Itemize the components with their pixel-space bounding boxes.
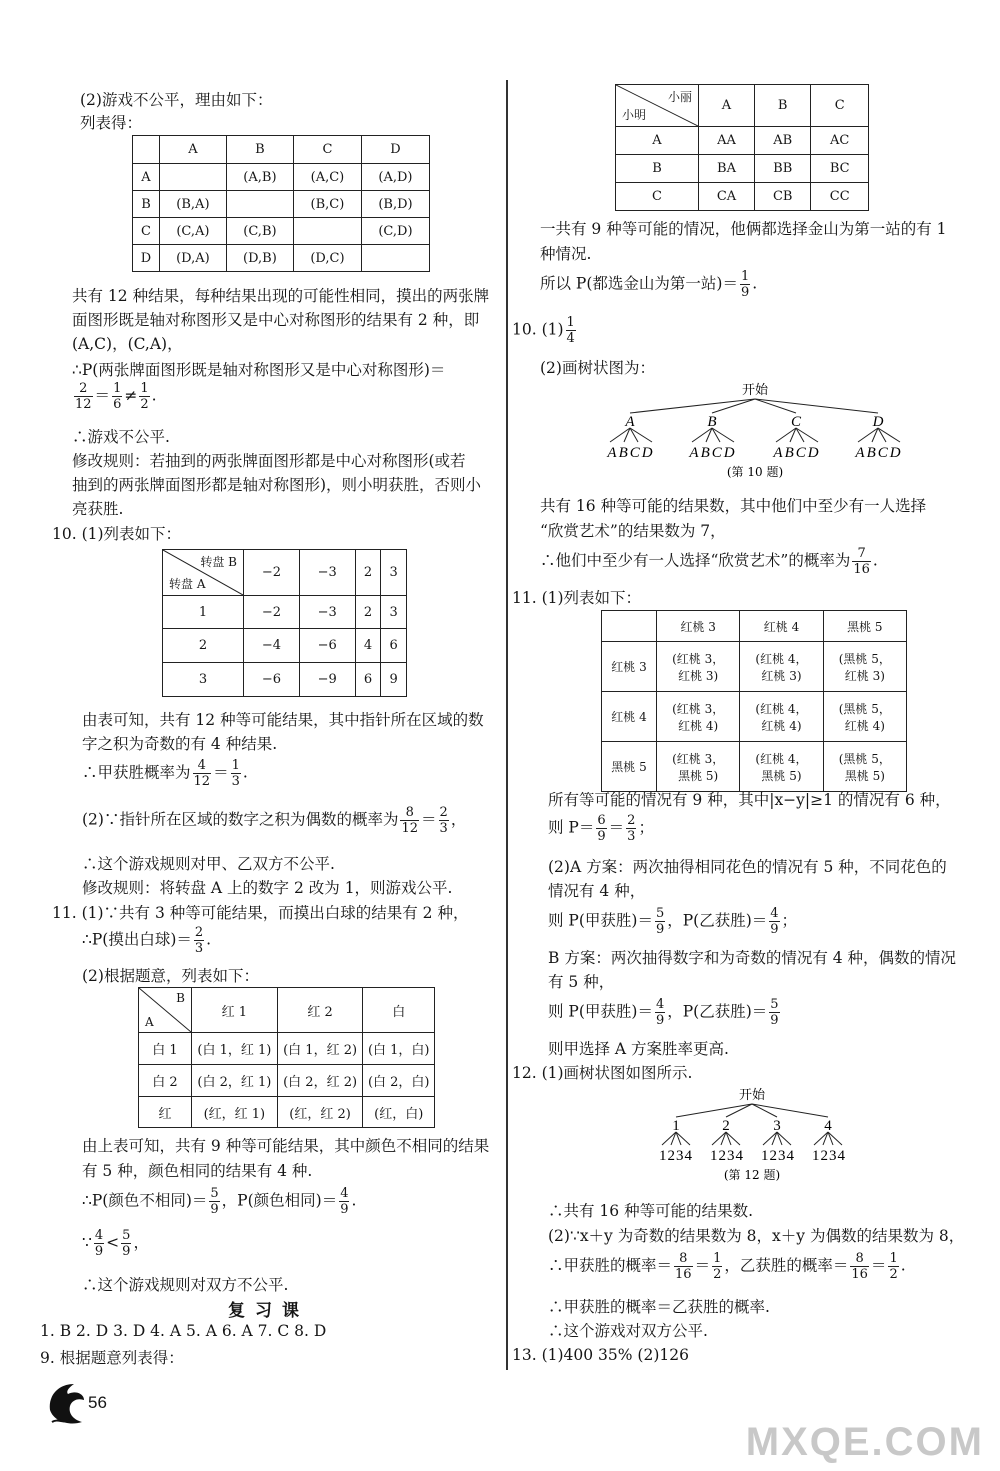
fraction-line: 所以 P(都选金山为第一站)＝ $\frac{1}{9}$ . — [540, 269, 758, 300]
table-header-cell — [602, 611, 657, 642]
table-card-pairs — [132, 135, 430, 272]
tree-node: 4 — [824, 1118, 832, 1134]
table-cell: C — [133, 218, 160, 245]
table-cell: 白 1 — [139, 1033, 192, 1065]
text-line: 亮获胜. — [72, 500, 124, 518]
fraction: $\frac{2}{3}$ — [439, 805, 448, 836]
fraction-line: ∴甲获胜概率为 $\frac{4}{12}$ ＝ $\frac{1}{3}$ . — [82, 758, 248, 789]
tree-leaves: 1234 — [659, 1148, 693, 1164]
table-cell: (红，红 2) — [277, 1097, 363, 1128]
table-cell: 红 — [139, 1097, 192, 1128]
fraction: $\frac{4}{9}$ — [94, 1228, 104, 1259]
tree-node: 3 — [773, 1118, 781, 1134]
fraction-line: ∴P(颜色不相同)＝ $\frac{5}{9}$ ，P(颜色相同)＝ $\frac{4}{9}$ . — [82, 1186, 357, 1217]
tree-branches — [610, 399, 900, 442]
tree-root-label: 开始 — [738, 1088, 766, 1103]
page-number: 56 — [88, 1393, 107, 1412]
fraction: $\frac{1}{6}$ — [113, 381, 122, 412]
fraction: $\frac{2}{3}$ — [627, 813, 636, 844]
text-line: ∴甲获胜的概率＝乙获胜的概率. — [548, 1298, 770, 1316]
table-ball-colors — [138, 987, 435, 1128]
text-line: 列表得： — [80, 114, 143, 132]
table-cell: B — [133, 191, 160, 218]
fraction: $\frac{4}{12}$ — [193, 758, 211, 789]
fraction: $\frac{4}{9}$ — [655, 997, 665, 1028]
text-line: 情况有 4 种， — [548, 882, 646, 900]
fraction: $\frac{2}{12}$ — [75, 381, 92, 412]
table-cell: 6 — [355, 663, 381, 697]
table-cell: 4 — [355, 629, 381, 663]
table-cell: 1 — [163, 596, 244, 629]
tree-caption: (第 10 题) — [726, 465, 784, 479]
table-cell: 黑桃 5 — [602, 742, 657, 792]
table-cell: (红，白) — [363, 1097, 435, 1128]
text-line: (A,C)，(C,A)， — [72, 335, 183, 353]
text-line: 字之积为奇数的有 4 种结果. — [82, 735, 278, 753]
dolphin-logo-icon — [44, 1378, 88, 1428]
tree-node: 1 — [672, 1118, 680, 1134]
text-line: (2)画树状图为： — [540, 359, 655, 377]
fraction-line: (2)∵指针所在区域的数字之积为偶数的概率为 $\frac{8}{12}$ ＝ $\frac{2}{3}$ ， — [82, 805, 467, 836]
question-number: 13. (1)400 35% (2)126 — [512, 1346, 689, 1364]
table-route-choices — [615, 84, 869, 211]
table-cell: (D,A) — [160, 245, 227, 272]
tree-root-label: 开始 — [741, 383, 769, 398]
table-cell: (A,D) — [361, 164, 429, 191]
table-cell — [293, 218, 361, 245]
text-line: (2)游戏不公平，理由如下： — [80, 91, 273, 109]
table-corner-cell: 转盘 B 转盘 A — [163, 550, 244, 596]
column-divider — [506, 80, 508, 1370]
table-cell: AC — [811, 127, 869, 155]
tree-leaves: ABCD — [773, 445, 821, 461]
tree-node: D — [872, 414, 884, 430]
tree-node: A — [625, 414, 635, 430]
question-number: 11. (1)列表如下： — [512, 589, 642, 607]
fraction-line: $\frac{2}{12}$ ＝ $\frac{1}{6}$ ≠ $\frac{1}{2}$ . — [75, 381, 157, 412]
table-header-cell: −3 — [299, 550, 355, 596]
table-cell: (B,C) — [293, 191, 361, 218]
text-line: 一共有 9 种等可能的情况，他俩都选择金山为第一站的有 1 — [540, 220, 947, 238]
fraction-line: 则 P(甲获胜)＝ $\frac{4}{9}$ ，P(乙获胜)＝ $\frac{5}{9}$ — [548, 997, 779, 1028]
table-cell: (B,A) — [160, 191, 227, 218]
table-cell: 红桃 3 — [602, 642, 657, 692]
table-cell: CB — [755, 183, 811, 211]
table-cell: −2 — [244, 596, 300, 629]
table-cell: 6 — [381, 629, 407, 663]
tree-diagram-q12 — [650, 1085, 850, 1185]
fraction: $\frac{6}{9}$ — [597, 813, 606, 844]
fraction: $\frac{5}{9}$ — [122, 1228, 131, 1259]
table-cell: AB — [755, 127, 811, 155]
table-cell: 红桃 4 — [602, 692, 657, 742]
table-cell: (红桃 3，红桃 3) — [657, 642, 740, 692]
fraction: $\frac{4}{9}$ — [340, 1186, 349, 1217]
text-line: ∴游戏不公平. — [72, 428, 170, 446]
table-header-cell: A — [160, 136, 227, 164]
tree-diagram-q10 — [600, 380, 910, 480]
text-line: 所有等可能的情况有 9 种，其中|x−y|≥1 的情况有 6 种， — [548, 791, 951, 809]
fraction: $\frac{5}{9}$ — [655, 906, 665, 937]
tree-leaves: 1234 — [710, 1148, 744, 1164]
text-line: (2)根据题意，列表如下： — [82, 967, 259, 985]
table-cell: (A,B) — [226, 164, 293, 191]
fraction-line: 则 P(甲获胜)＝ $\frac{5}{9}$ ，P(乙获胜)＝ $\frac{4}{9}$ ； — [548, 906, 798, 937]
text-line: 9. 根据题意列表得： — [40, 1349, 184, 1367]
text-line: ∴这个游戏对双方公平. — [548, 1322, 708, 1340]
table-cell: (C,A) — [160, 218, 227, 245]
text-line: 有 5 种， — [548, 973, 615, 991]
table-cell: (白 1，白) — [363, 1033, 435, 1065]
text-line: ∴共有 16 种等可能的结果数. — [548, 1202, 754, 1220]
table-header-cell: A — [699, 85, 755, 127]
fraction: $\frac{4}{9}$ — [770, 906, 779, 937]
table-cell: (C,D) — [361, 218, 429, 245]
fraction: $\frac{8}{16}$ — [675, 1251, 692, 1282]
table-header-cell: 红桃 4 — [740, 611, 823, 642]
table-cell: (白 1，红 1) — [192, 1033, 278, 1065]
table-cell: (红桃 3，红桃 4) — [657, 692, 740, 742]
table-cell: (黑桃 5，黑桃 5) — [823, 742, 906, 792]
text-line: 由上表可知，共有 9 种等可能结果，其中颜色不相同的结果 — [82, 1137, 490, 1155]
table-corner-cell: B A — [139, 988, 192, 1033]
table-cell: (D,C) — [293, 245, 361, 272]
table-cell: (黑桃 5，红桃 4) — [823, 692, 906, 742]
tree-leaves: ABCD — [855, 445, 903, 461]
text-line: 共有 12 种结果，每种结果出现的可能性相同，摸出的两张牌 — [72, 287, 490, 305]
fraction: $\frac{1}{2}$ — [140, 381, 149, 412]
tree-node: 2 — [722, 1118, 730, 1134]
tree-branches — [662, 1104, 842, 1145]
table-cell: BC — [811, 155, 869, 183]
fraction: $\frac{1}{4}$ — [566, 315, 575, 346]
table-header-cell: 红 1 — [192, 988, 278, 1033]
table-cell: A — [133, 164, 160, 191]
section-heading: 复习课 — [228, 1301, 309, 1321]
tree-leaves: ABCD — [689, 445, 737, 461]
table-cell: (白 2，红 1) — [192, 1065, 278, 1097]
text-line: 则甲选择 A 方案胜率更高. — [548, 1040, 729, 1058]
table-header-cell: −2 — [244, 550, 300, 596]
watermark: MXQE.COM — [745, 1420, 984, 1464]
fraction-line: 则 P＝ $\frac{6}{9}$ ＝ $\frac{2}{3}$ ； — [548, 813, 654, 844]
fraction: $\frac{1}{2}$ — [713, 1251, 722, 1282]
text-line: (2)∵x＋y 为奇数的结果数为 8，x＋y 为偶数的结果数为 8， — [548, 1227, 965, 1245]
text-line: 由表可知，共有 12 种等可能结果，其中指针所在区域的数 — [82, 711, 484, 729]
fraction-line: ∴P(摸出白球)＝ $\frac{2}{3}$ . — [82, 925, 212, 956]
tree-caption: (第 12 题) — [723, 1168, 781, 1182]
table-cell — [160, 164, 227, 191]
fraction-line: 10. (1) $\frac{1}{4}$ — [512, 315, 575, 346]
table-header-cell: B — [755, 85, 811, 127]
text-line: 抽到的两张牌面图形都是轴对称图形)，则小明获胜，否则小 — [72, 476, 482, 494]
tree-leaves: 1234 — [761, 1148, 795, 1164]
table-header-cell: C — [293, 136, 361, 164]
table-cell: (B,D) — [361, 191, 429, 218]
tree-leaves: 1234 — [812, 1148, 846, 1164]
fraction: $\frac{1}{3}$ — [231, 758, 240, 789]
table-cell: −6 — [299, 629, 355, 663]
text-line: ∴这个游戏规则对双方不公平. — [82, 1276, 289, 1294]
table-cell: D — [133, 245, 160, 272]
table-cell: 3 — [381, 596, 407, 629]
table-cell: C — [616, 183, 699, 211]
text-line: 种情况. — [540, 245, 592, 263]
fraction: $\frac{8}{16}$ — [851, 1251, 868, 1282]
tree-leaves: ABCD — [607, 445, 655, 461]
table-cell: 2 — [163, 629, 244, 663]
table-header-cell: C — [811, 85, 869, 127]
table-cell: (红桃 4，红桃 4) — [740, 692, 823, 742]
fraction: $\frac{5}{9}$ — [210, 1186, 219, 1217]
text-line: 共有 16 种等可能的结果数，其中他们中至少有一人选择 — [540, 497, 927, 515]
text-line: 修改规则：若抽到的两张牌面图形都是中心对称图形(或若 — [72, 452, 466, 470]
text-line: 有 5 种，颜色相同的结果有 4 种. — [82, 1162, 313, 1180]
fraction: $\frac{7}{16}$ — [853, 546, 870, 577]
table-header-cell: 红 2 — [277, 988, 363, 1033]
table-cell: BA — [699, 155, 755, 183]
table-header-cell: 2 — [355, 550, 381, 596]
table-cell: 3 — [163, 663, 244, 697]
table-cell — [361, 245, 429, 272]
table-cell — [226, 191, 293, 218]
table-header-cell: D — [361, 136, 429, 164]
table-cell: B — [616, 155, 699, 183]
table-cell: (红桃 4，红桃 3) — [740, 642, 823, 692]
table-header-cell: 白 — [363, 988, 435, 1033]
text-line: “欣赏艺术”的结果数为 7， — [540, 522, 726, 540]
table-header-cell: 黑桃 5 — [823, 611, 906, 642]
text-line: (2)A 方案：两次抽得相同花色的情况有 5 种，不同花色的 — [548, 858, 947, 876]
fraction: $\frac{1}{9}$ — [740, 269, 750, 300]
table-cell: (C,B) — [226, 218, 293, 245]
table-cell: (黑桃 5，红桃 3) — [823, 642, 906, 692]
table-cell: −9 — [299, 663, 355, 697]
table-cell: AA — [699, 127, 755, 155]
table-header-cell — [133, 136, 160, 164]
table-cell: (A,C) — [293, 164, 361, 191]
tree-node: B — [707, 414, 717, 430]
table-cell: (白 2，白) — [363, 1065, 435, 1097]
question-number: 10. (1)列表如下： — [52, 525, 182, 543]
table-cell: (白 1，红 2) — [277, 1033, 363, 1065]
text-line: 修改规则：将转盘 A 上的数字 2 改为 1，则游戏公平. — [82, 879, 453, 897]
table-header-cell: 红桃 3 — [657, 611, 740, 642]
table-cell: (红桃 4，黑桃 5) — [740, 742, 823, 792]
question-number: 11. (1)∵共有 3 种等可能结果，而摸出白球的结果有 2 种， — [52, 904, 469, 922]
text-line: B 方案：两次抽得数字和为奇数的情况有 4 种，偶数的情况 — [548, 949, 957, 967]
fraction-line: ∴他们中至少有一人选择“欣赏艺术”的概率为 $\frac{7}{16}$ . — [540, 546, 878, 577]
fraction: $\frac{5}{9}$ — [770, 997, 779, 1028]
table-cell: CC — [811, 183, 869, 211]
table-cell: (D,B) — [226, 245, 293, 272]
fraction-line: ∴甲获胜的概率＝ $\frac{8}{16}$ ＝ $\frac{1}{2}$ ，乙获胜的概率＝ $\frac{8}{16}$ ＝ $\frac{1}{2}$ . — [548, 1251, 906, 1282]
fraction: $\frac{1}{2}$ — [889, 1251, 898, 1282]
question-number: 12. (1)画树状图如图所示. — [512, 1064, 693, 1082]
tree-node: C — [790, 414, 802, 430]
text-line: 面图形既是轴对称图形又是中心对称图形的结果有 2 种，即 — [72, 311, 480, 329]
table-corner-cell: 小丽 小明 — [616, 85, 699, 127]
table-cell: (红，红 1) — [192, 1097, 278, 1128]
table-cell: 9 — [381, 663, 407, 697]
text-line: ∴这个游戏规则对甲、乙双方不公平. — [82, 855, 335, 873]
table-cell: −6 — [244, 663, 300, 697]
table-cell: −4 — [244, 629, 300, 663]
fraction-line: ∵ $\frac{4}{9}$ < $\frac{5}{9}$ ， — [82, 1228, 149, 1259]
table-cell: BB — [755, 155, 811, 183]
table-cell: −3 — [299, 596, 355, 629]
table-cell: 2 — [355, 596, 381, 629]
text-line: ∴P(两张牌面图形既是轴对称图形又是中心对称图形)＝ — [72, 361, 446, 379]
fraction: $\frac{2}{3}$ — [194, 925, 204, 956]
table-card-draws — [601, 610, 907, 792]
table-cell: 白 2 — [139, 1065, 192, 1097]
table-spinner-products — [162, 549, 407, 697]
table-cell: (白 2，红 2) — [277, 1065, 363, 1097]
table-cell: CA — [699, 183, 755, 211]
answer-line: 1. B 2. D 3. D 4. A 5. A 6. A 7. C 8. D — [40, 1322, 327, 1340]
fraction: $\frac{8}{12}$ — [401, 805, 419, 836]
table-header-cell: 3 — [381, 550, 407, 596]
table-header-cell: B — [226, 136, 293, 164]
table-cell: (红桃 3，黑桃 5) — [657, 742, 740, 792]
table-cell: A — [616, 127, 699, 155]
